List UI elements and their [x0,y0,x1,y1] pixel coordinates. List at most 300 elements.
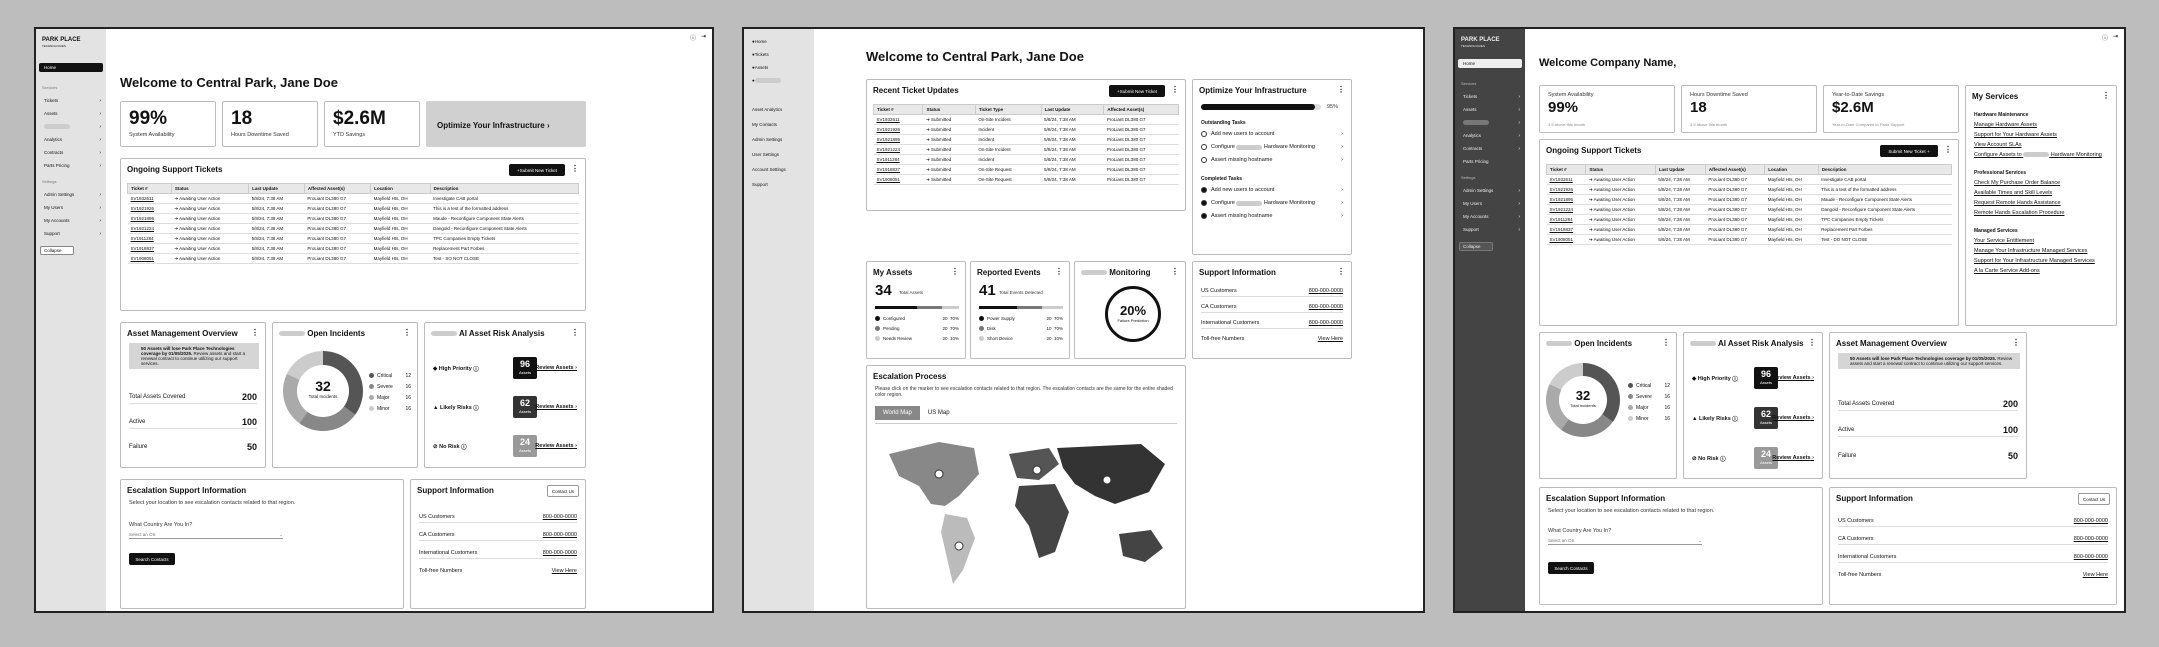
nav-section-services: Services [42,85,58,90]
service-link[interactable]: Your Service Entitlement [1974,238,2035,244]
review-assets-link[interactable]: Review Assets › [535,443,577,449]
submit-ticket-button[interactable]: + Submit New Ticket [1109,85,1165,97]
kpi-label: Hours Downtime Saved [231,132,289,138]
table-cell: Mayfield Hts, OH [371,204,430,214]
column-header[interactable]: Last Update [1041,105,1104,115]
sidebar-item-accounts[interactable]: My Accounts › [44,217,101,224]
ticket-link[interactable]: SV1921926 [128,204,172,214]
view-here-link[interactable]: View Here [2082,572,2108,578]
column-header[interactable]: Affected Asset(s) [1705,165,1764,175]
column-header[interactable]: Description [430,184,578,194]
collapse-button[interactable]: Collapse [1459,242,1493,251]
reported-events-card [970,261,1070,359]
more-icon[interactable]: ⋮ [1337,85,1345,94]
sidebar-item-hidden[interactable]: › [1458,118,1522,127]
table-cell: 5/8/24, 7:38 AM [249,234,305,244]
ticket-link[interactable]: SV1921926 [1547,185,1586,195]
risk-likely: ▲ Likely Risks ⓘ [433,405,479,412]
table-row[interactable] [874,155,1179,165]
ticket-link[interactable]: SV1918837 [874,165,923,175]
service-link[interactable]: View Account SLAs [1974,142,2022,148]
table-cell: Incident [975,125,1041,135]
table-row[interactable] [128,214,579,224]
column-header[interactable]: Last Update [249,184,305,194]
coverage-alert: 50 Assets will lose Park Place Technologies coverage by 01/05/2025. Review assets and start a renewal contract to continue utilizing our support services. [1838,353,2020,369]
card-title: Support Information [1199,268,1276,277]
sidebar-item-assets[interactable]: Assets › [1463,106,1520,113]
sidebar-item-account-settings[interactable]: Account Settings [752,167,786,172]
service-link[interactable]: Manage Your Infrastructure Managed Services [1974,248,2088,254]
table-row[interactable] [128,244,579,254]
table-cell: ➔ Submitted [923,135,975,145]
table-cell: Maude - Reconfigure Component State Alerts [430,214,578,224]
column-header[interactable]: Status [171,184,248,194]
escalation-card [120,479,404,609]
review-assets-link[interactable]: Review Assets › [535,404,577,410]
table-cell: This is a test of the formatted address [430,204,578,214]
task-item[interactable]: Add new users to account › [1201,187,1343,193]
stat-row: Active 100 [129,415,257,429]
info-icon[interactable]: ⓘ [689,36,696,42]
tab-world-map[interactable]: World Map [875,406,920,420]
table-row[interactable] [128,224,579,234]
legend-minor: Minor 16 [369,406,411,412]
kpi-value: $2.6M [1832,99,1874,116]
table-cell: 5/8/24, 7:38 AM [249,214,305,224]
table-cell: ➔ Awaiting User Action [171,254,248,264]
optimize-card[interactable]: Optimize Your Infrastructure › [426,101,586,147]
table-cell: Test - DO NOT CLOSE [1818,235,1951,245]
asset-stat: Needs Review 20 10% [875,336,959,341]
logout-icon[interactable]: ⇥ [700,34,706,40]
sidebar-item-tickets[interactable]: Tickets › [44,97,101,104]
ticket-link[interactable]: SV1918837 [128,244,172,254]
more-icon[interactable]: ⋮ [951,267,959,276]
table-cell: 5/8/24, 7:38 AM [1041,115,1104,125]
sidebar-item-analytics[interactable]: Analytics › [44,136,101,143]
ticket-link[interactable]: SV1921895 [874,135,923,145]
map-marker[interactable] [955,542,963,550]
donut-center: 32 Total Incidents [1559,376,1607,424]
table-row[interactable] [1547,175,1952,185]
more-icon[interactable]: ⋮ [2102,91,2110,100]
risk-high: ◆ High Priority ⓘ [433,366,479,373]
service-link[interactable]: Request Remote Hands Assistance [1974,200,2061,206]
support-row: US Customers 800-000-0000 [1201,288,1343,297]
sidebar [1455,29,1525,611]
support-row: US Customers 800-000-0000 [1838,518,2108,527]
table-cell: 5/8/24, 7:38 AM [1041,175,1104,185]
table-cell: 5/8/24, 7:38 AM [1655,205,1705,215]
task-item[interactable]: Add new users to account › [1201,131,1343,137]
tickets-table [1546,164,1952,245]
progress-bar [1201,104,1321,110]
phone-link[interactable]: 800-000-0000 [2073,554,2108,560]
table-cell: ➔ Awaiting User Action [1586,235,1655,245]
risk-count: 24 Assets [1754,447,1778,469]
phone-link[interactable]: 800-000-0000 [2073,536,2108,542]
table-cell: ➔ Awaiting User Action [1586,205,1655,215]
risk-count: 96 Assets [1754,367,1778,389]
tickets-title: Ongoing Support Tickets [127,165,223,174]
sidebar-item-users[interactable]: My Users › [1463,200,1520,207]
table-cell: 5/8/24, 7:38 AM [249,224,305,234]
table-cell: ➔ Submitted [923,155,975,165]
map-marker[interactable] [935,470,943,478]
risk-count: 24 Assets [513,435,537,457]
country-select[interactable]: Select an OS ⌄ [1548,538,1702,543]
ticket-link[interactable]: SV1921224 [874,145,923,155]
search-contacts-button[interactable]: Search Contacts [1548,562,1594,574]
sidebar-item-parts[interactable]: Parts Pricing › [44,162,101,169]
table-cell: ➔ Submitted [923,145,975,155]
support-row: International Customers 800-000-0000 [1201,320,1343,329]
sidebar-item-hidden[interactable]: ● [747,76,811,85]
task-item[interactable]: Assert missing hostname › [1201,157,1343,163]
sidebar-item-admin[interactable]: Admin Settings › [1463,187,1520,194]
sidebar-item-contacts[interactable]: My Contacts [752,122,778,127]
sidebar-item-user-settings[interactable]: User Settings [752,152,780,157]
country-label: What Country Are You In? [129,522,193,528]
ticket-link[interactable]: SV1921895 [128,214,172,224]
sidebar-item-parts[interactable]: Parts Pricing [1463,159,1489,164]
service-link[interactable]: Manage Hardware Assets [1974,122,2037,128]
card-title: AI Asset Risk Analysis [1717,339,1804,348]
more-icon[interactable]: ⋮ [571,328,579,337]
sidebar-item-analytics[interactable]: Analytics › [1463,132,1520,139]
table-row[interactable] [128,194,579,204]
world-map [879,434,1175,594]
column-header[interactable]: Last Update [1655,165,1705,175]
table-cell: ProLiant DL380 G7 [1705,215,1764,225]
table-row[interactable] [1547,215,1952,225]
table-cell: Mayfield Hts, OH [371,234,430,244]
risk-count: 62 Assets [513,396,537,418]
legend-major: Major 16 [369,395,411,401]
info-icon[interactable]: ⓘ [2101,36,2108,42]
ticket-link[interactable]: SV1911284 [1547,215,1586,225]
table-cell: Incident [975,155,1041,165]
legend-minor: Minor 16 [1628,416,1670,422]
risk-analysis-card [1683,332,1823,479]
sidebar-item-support[interactable]: Support [752,182,768,187]
service-link[interactable]: Support for Your Infrastructure Managed Services [1974,258,2095,264]
more-icon[interactable]: ⋮ [1662,338,1670,347]
table-cell: TPC Companies Empty Tickets [1818,215,1951,225]
table-cell: ProLiant DL380 G7 [1705,205,1764,215]
table-cell: Maude - Reconfigure Component State Alerts [1818,195,1951,205]
table-cell: ➔ Awaiting User Action [1586,175,1655,185]
collapse-button[interactable]: Collapse [40,246,74,255]
table-cell: ProLiant DL380 G7 [1104,165,1179,175]
ticket-link[interactable]: SV1921224 [1547,205,1586,215]
submit-ticket-button[interactable]: + Submit New Ticket [509,164,565,176]
ticket-link[interactable]: SV1918837 [1547,225,1586,235]
view-here-link[interactable]: View Here [1317,336,1343,342]
kpi-value: $2.6M [333,108,386,129]
kpi-label: System Availability [1548,92,1594,98]
card-title: Optimize Your Infrastructure [1199,86,1307,95]
sidebar-item-users[interactable]: My Users › [44,204,101,211]
tickets-table [127,183,579,264]
table-cell: ProLiant DL380 G7 [304,214,370,224]
sidebar-item-home[interactable]: Home [1458,59,1522,68]
column-header[interactable]: Ticket # [1547,165,1586,175]
phone-link[interactable]: 800-000-0000 [1308,304,1343,310]
stat-row: Total Assets Covered 200 [129,390,257,404]
column-header[interactable]: Location [1765,165,1818,175]
more-icon[interactable]: ⋮ [1171,267,1179,276]
kpi-card [1539,85,1675,133]
ticket-link[interactable]: SV1911284 [128,234,172,244]
column-header[interactable]: Location [371,184,430,194]
sidebar-item-tickets[interactable]: ● Tickets [752,52,769,57]
column-header[interactable]: Ticket # [874,105,923,115]
phone-link[interactable]: 800-000-0000 [1308,320,1343,326]
assets-label: Total Assets [899,290,924,295]
table-row[interactable] [874,165,1179,175]
kpi-label: Year-to-Date Savings [1832,92,1885,98]
review-assets-link[interactable]: Review Assets › [1772,415,1814,421]
sidebar-item-support[interactable]: Support › [44,230,101,237]
table-cell: ProLiant DL380 G7 [1104,155,1179,165]
ticket-link[interactable]: SV1932611 [1547,175,1586,185]
table-cell: Mayfield Hts, OH [1765,185,1818,195]
more-icon[interactable]: ⋮ [1171,85,1179,94]
sidebar-item-contracts[interactable]: Contracts › [44,149,101,156]
more-icon[interactable]: ⋮ [1055,267,1063,276]
stat-row: Active 100 [1838,423,2018,437]
events-label: Total Events Detected [999,290,1043,295]
ticket-link[interactable]: SV1921224 [128,224,172,234]
task-item[interactable]: Assert missing hostname › [1201,213,1343,219]
sidebar-item-admin[interactable]: Admin Settings [752,137,783,142]
sidebar [744,29,814,611]
card-title: Escalation Support Information [127,486,247,495]
sidebar-item-home[interactable]: Home [39,63,103,72]
table-row[interactable] [874,175,1179,185]
review-assets-link[interactable]: Review Assets › [1772,455,1814,461]
map-marker[interactable] [1033,466,1041,474]
table-cell: ➔ Awaiting User Action [171,224,248,234]
optimize-card [1192,79,1352,255]
sidebar-item-assets[interactable]: ● Assets [752,65,769,70]
service-link[interactable]: Remote Hands Escalation Procedure [1974,210,2065,216]
event-stat: Short Device 20 10% [979,336,1063,341]
phone-link[interactable]: 800-000-0000 [542,514,577,520]
table-cell: Mayfield Hts, OH [371,244,430,254]
table-row[interactable] [128,254,579,264]
ticket-link[interactable]: SV1921895 [1547,195,1586,205]
search-contacts-button[interactable]: Search Contacts [129,553,175,565]
table-cell: ➔ Awaiting User Action [171,204,248,214]
legend-major: Major 16 [1628,405,1670,411]
table-cell: ProLiant DL380 G7 [304,224,370,234]
country-select[interactable]: Select an OS ⌄ [129,532,283,537]
table-cell: 5/8/24, 7:38 AM [1655,175,1705,185]
sidebar-item-accounts[interactable]: My Accounts › [1463,213,1520,220]
events-bar [979,306,1063,309]
tab-us-map[interactable]: US Map [927,410,950,416]
legend-critical: Critical 12 [369,373,411,379]
kpi-card [222,101,318,147]
more-icon[interactable]: ⋮ [1808,338,1816,347]
table-header-row [874,105,1179,115]
table-cell: Replacement Part Forbes [430,244,578,254]
review-assets-link[interactable]: Review Assets › [535,365,577,371]
sidebar-item-asset-analytics[interactable]: Asset Analytics [752,107,783,112]
kpi-label: YTD Savings [333,132,366,138]
sidebar-item-contracts[interactable]: Contracts › [1463,145,1520,152]
table-cell: ProLiant DL380 G7 [1705,195,1764,205]
my-services-card [1965,85,2117,326]
review-assets-link[interactable]: Review Assets › [1772,375,1814,381]
logout-icon[interactable]: ⇥ [2112,34,2118,40]
table-header-row [128,184,579,194]
risk-analysis-card [424,322,586,468]
contact-us-button[interactable]: Contact Us [2078,493,2110,505]
more-icon[interactable]: ⋮ [251,328,259,337]
kpi-card [324,101,420,147]
column-header[interactable]: Ticket # [128,184,172,194]
table-cell: Mayfield Hts, OH [371,214,430,224]
table-cell: ➔ Awaiting User Action [171,234,248,244]
table-row[interactable] [1547,235,1952,245]
risk-likely: ▲ Likely Risks ⓘ [1692,416,1738,423]
column-header[interactable]: Affected Asset(s) [304,184,370,194]
table-row[interactable] [1547,205,1952,215]
table-cell: ProLiant DL380 G7 [304,194,370,204]
task-item[interactable]: Configure Hardware Monitoring › [1201,144,1343,150]
table-cell: ProLiant DL380 G7 [1104,175,1179,185]
more-icon[interactable]: ⋮ [403,328,411,337]
map-marker[interactable] [1103,476,1111,484]
column-header[interactable]: Description [1818,165,1951,175]
more-icon[interactable]: ⋮ [571,164,579,173]
phone-link[interactable]: 800-000-0000 [542,550,577,556]
support-row: Toll-free Numbers View Here [419,568,577,574]
risk-none: ⊘ No Risk ⓘ [433,444,467,451]
stat-row: Total Assets Covered 200 [1838,397,2018,411]
nav-section-settings: Settings [1461,175,1476,180]
table-cell: Investigate CAB portal [1818,175,1951,185]
sidebar-item-home[interactable]: ● Home [752,39,767,44]
service-link[interactable]: A la Carte Service Add-ons [1974,268,2040,274]
card-title: AI Asset Risk Analysis [458,329,545,338]
view-here-link[interactable]: View Here [551,568,577,574]
kpi-sub: 3.5 above this month [1548,122,1586,127]
table-row[interactable] [874,125,1179,135]
ticket-link[interactable]: SV1908051 [1547,235,1586,245]
table-cell: 5/8/24, 7:38 AM [1041,135,1104,145]
kpi-sub: 3.5 above this month [1690,122,1728,127]
table-cell: 5/8/24, 7:38 AM [1041,125,1104,135]
column-header[interactable]: Status [1586,165,1655,175]
phone-link[interactable]: 800-000-0000 [1308,288,1343,294]
column-header[interactable]: Status [923,105,975,115]
stat-row: Failure 50 [129,442,257,452]
contact-us-button[interactable]: Contact Us [547,485,579,497]
stat-row: Failure 50 [1838,451,2018,461]
ticket-link[interactable]: SV1921926 [874,125,923,135]
escalation-desc: Select your location to see escalation contacts related to that region. [129,500,296,506]
table-cell: Incident [975,135,1041,145]
screen-dashboard-v1 [34,27,714,613]
column-header[interactable]: Ticket Type [975,105,1041,115]
support-row: International Customers 800-000-0000 [1838,554,2108,563]
legend-severe: Severe 16 [369,384,411,390]
more-icon[interactable]: ⋮ [1944,145,1952,154]
sidebar-item-support[interactable]: Support › [1463,226,1520,233]
more-icon[interactable]: ⋮ [2012,338,2020,347]
legend-severe: Severe 16 [1628,394,1670,400]
ticket-link[interactable]: SV1911284 [874,155,923,165]
more-icon[interactable]: ⋮ [1337,267,1345,276]
table-cell: Mayfield Hts, OH [1765,235,1818,245]
table-row[interactable] [874,115,1179,125]
service-link[interactable]: Support for Your Hardware Assets [1974,132,2057,138]
escalation-desc: Please click on the marker to see escalation contacts related to that region. The escalation contacts are the same for the entire shaded color region. [875,386,1173,398]
table-cell: This is a test of the formatted address [1818,185,1951,195]
table-cell: On-Site Incident [975,115,1041,125]
submit-ticket-button[interactable]: Submit New Ticket + [1880,145,1938,157]
table-row[interactable] [1547,185,1952,195]
ticket-link[interactable]: SV1908051 [128,254,172,264]
table-cell: ➔ Awaiting User Action [1586,185,1655,195]
ticket-link[interactable]: SV1908051 [874,175,923,185]
sidebar-item-admin[interactable]: Admin Settings › [44,191,101,198]
table-cell: ProLiant DL380 G7 [1705,185,1764,195]
ticket-link[interactable]: SV1932611 [874,115,923,125]
phone-link[interactable]: 800-000-0000 [542,532,577,538]
service-link[interactable]: Available Times and Skill Levels [1974,190,2053,196]
service-link[interactable]: Check My Purchase Order Balance [1974,180,2061,186]
progress-pct: 95% [1327,104,1339,110]
table-cell: On-Site Request [975,175,1041,185]
table-row[interactable] [874,135,1179,145]
legend-critical: Critical 12 [1628,383,1670,389]
sidebar-item-assets[interactable]: Assets › [44,110,101,117]
card-title: Asset Management Overview [1836,339,1947,348]
table-row[interactable] [1547,225,1952,235]
table-cell: On-Site Request [975,165,1041,175]
table-row[interactable] [1547,195,1952,205]
table-row[interactable] [128,234,579,244]
sidebar [36,29,106,611]
card-title: Open Incidents [1574,339,1633,348]
task-item[interactable]: Configure Hardware Monitoring › [1201,200,1343,206]
column-header[interactable]: Affected Asset(s) [1104,105,1179,115]
table-header-row [1547,165,1952,175]
table-cell: 5/8/24, 7:38 AM [1655,225,1705,235]
table-cell: Mayfield Hts, OH [1765,225,1818,235]
service-link[interactable]: Configure Assets to Hardware Monitoring [1974,152,2102,158]
table-row[interactable] [874,145,1179,155]
table-cell: Mayfield Hts, OH [1765,215,1818,225]
ticket-link[interactable]: SV1932611 [128,194,172,204]
phone-link[interactable]: 800-000-0000 [2073,518,2108,524]
tickets-card [120,158,586,311]
events-count: 41 [979,282,996,299]
recent-tickets-card [866,79,1186,211]
sidebar-item-hidden[interactable]: › [39,122,103,131]
support-info-card [1192,261,1352,359]
card-title: Open Incidents [307,329,366,338]
table-cell: Mayfield Hts, OH [1765,195,1818,205]
table-cell: ProLiant DL380 G7 [1104,125,1179,135]
sidebar-item-tickets[interactable]: Tickets › [1463,93,1520,100]
table-row[interactable] [128,204,579,214]
